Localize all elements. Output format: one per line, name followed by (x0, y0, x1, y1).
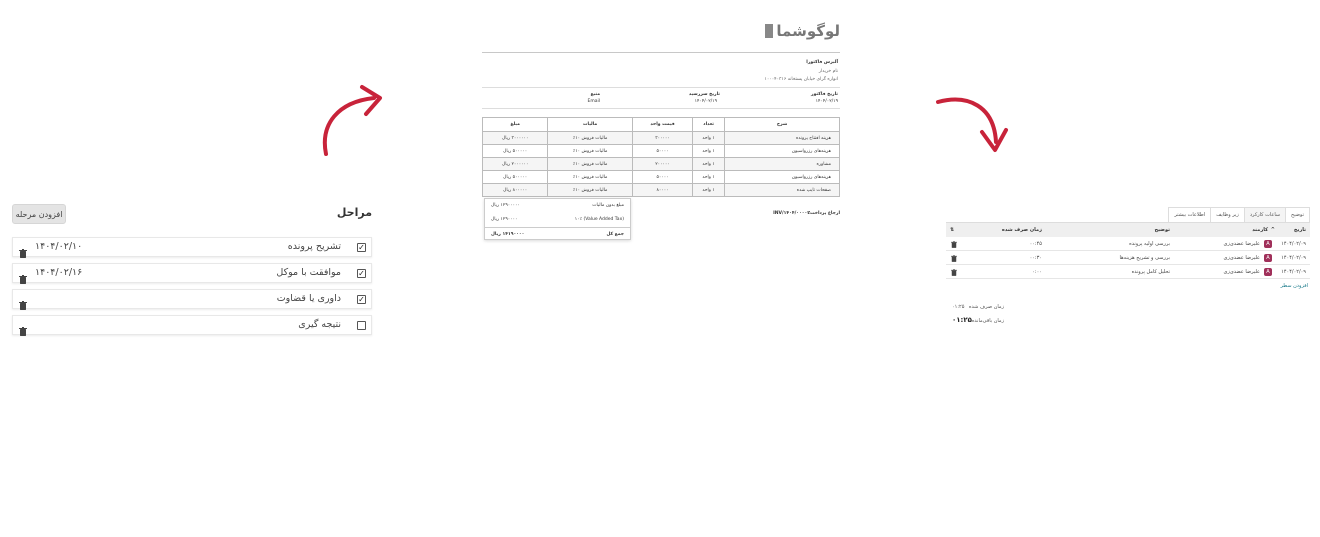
delete-stage-trash-icon[interactable] (19, 295, 27, 304)
tab-3[interactable]: اطلاعات بیشتر (1168, 207, 1211, 223)
company-logo (765, 22, 840, 40)
remaining-value: ۰۱:۲۵ (952, 316, 972, 324)
delete-stage-trash-icon[interactable] (19, 321, 27, 330)
add-stage-button[interactable]: افزودن مرحله (12, 204, 66, 224)
address-divider (482, 87, 840, 88)
col-description[interactable]: توضیح (1154, 227, 1170, 233)
stages-panel (12, 202, 374, 337)
totals-value: ۱۴۱۹۰۰۰۰ ریال (491, 232, 525, 237)
invoice-col-header: مالیات (548, 118, 633, 132)
invoice-cell: مالیات فروش ۱۰٪ (548, 145, 633, 158)
delete-row-trash-icon[interactable] (951, 255, 957, 262)
invoice-cell: ۵۰۰۰۰ (632, 145, 692, 158)
stage-checkbox[interactable]: ✓ (358, 295, 365, 304)
invoice-row (483, 145, 840, 158)
stage-label: داوری یا قضاوت (276, 293, 341, 304)
invoice-cell: هزینه‌های رزرواسیون (725, 145, 840, 158)
stage-label: نتیجه گیری (298, 319, 341, 330)
employee-avatar: A (1264, 268, 1272, 276)
logo-text: لوگوشما (776, 22, 840, 40)
invoice-cell: ۵۰۰۰۰۰ ریال (483, 145, 548, 158)
employee-avatar: A (1264, 240, 1272, 248)
row-description: بررسی و تشریح هزینه‌ها (1119, 255, 1170, 261)
invoice-items-table (482, 117, 840, 197)
remaining-label: زمان باقی‌مانده (971, 318, 1004, 324)
row-employee: علیرضا عضدی‌زی (1223, 241, 1260, 247)
customer-name: آلبرس فاکتورا (806, 60, 838, 65)
totals-label: مبلغ بدون مالیات (592, 203, 624, 208)
invoice-cell: مالیات فروش ۱۰٪ (548, 132, 633, 145)
arrow-up-icon (318, 84, 390, 158)
stage-checkbox[interactable] (357, 321, 366, 330)
invoice-cell: مالیات فروش ۱۰٪ (548, 184, 633, 197)
col-date[interactable]: تاریخ (1293, 227, 1306, 233)
row-date: ۱۴۰۴/۰۲/۰۹ (1281, 255, 1306, 261)
invoice-row (483, 132, 840, 145)
timesheet-row[interactable] (946, 251, 1310, 265)
customer-address: انواره گرای خیابان پستخانه ۱۰۰۰۴۰۳۱۶ (764, 77, 838, 82)
invoice-cell: ۱ واحد (693, 145, 725, 158)
col-time[interactable]: زمان صرف شده (1001, 227, 1042, 233)
row-time: ۰۰:۴۵ (1029, 241, 1042, 247)
row-description: بررسی اولیه پرونده (1129, 241, 1170, 247)
stage-checkbox[interactable]: ✓ (358, 269, 365, 278)
invoice-cell: صفحات تایپ شده (725, 184, 840, 197)
sort-icon: ^ (1270, 227, 1275, 233)
totals-value: ۱۲۹۰۰۰۰ ریال (491, 217, 518, 222)
customer-line1: نام خریدار (818, 69, 838, 74)
invoice-cell: ۳۰۰۰۰۰ (632, 132, 692, 145)
header-divider (482, 52, 840, 53)
timesheet-row[interactable] (946, 237, 1310, 251)
stage-row[interactable] (12, 315, 372, 335)
totals-label: جمع کل (606, 232, 624, 237)
invoice-row (483, 184, 840, 197)
invoice-totals (484, 198, 631, 240)
timesheet-panel (946, 207, 1310, 337)
invoice-row (483, 158, 840, 171)
invoice-cell: ۲۰۰۰۰۰۰ ریال (483, 158, 548, 171)
invoice-cell: هزینه افتتاح پرونده (725, 132, 840, 145)
timesheet-tabs (1169, 207, 1310, 223)
employee-avatar: A (1264, 254, 1272, 262)
source-label: منبع (590, 92, 600, 97)
invoice-cell: هزینه‌های رزرواسیون (725, 171, 840, 184)
tab-2[interactable]: زیر وظایف (1210, 207, 1245, 223)
settings-icon[interactable]: ⇅ (950, 227, 955, 233)
invoice-cell: ۱ واحد (693, 132, 725, 145)
tab-1[interactable]: ساعات کارکرد (1244, 207, 1286, 223)
totals-value: ۱۲۹۰۰۰۰۰ ریال (491, 203, 520, 208)
stage-checkbox[interactable]: ✓ (358, 243, 365, 252)
logo-mark-icon (765, 24, 773, 38)
invoice-cell: ۸۰۰۰۰ (632, 184, 692, 197)
totals-row (485, 227, 630, 240)
row-employee: علیرضا عضدی‌زی (1223, 269, 1260, 275)
invoice-col-header: تعداد (693, 118, 725, 132)
invoice-date: ۱۴۰۴/۰۲/۱۹ (815, 99, 838, 104)
invoice-col-header: قیمت واحد (632, 118, 692, 132)
invoice-cell: مالیات فروش ۱۰٪ (548, 171, 633, 184)
invoice-cell: ۳۰۰۰۰۰۰ ریال (483, 132, 548, 145)
invoice-cell: ۱ واحد (693, 158, 725, 171)
invoice-cell: ۱ واحد (693, 184, 725, 197)
invoice-cell: مشاوره (725, 158, 840, 171)
invoice-table-header (483, 118, 840, 132)
totals-row (485, 199, 630, 212)
payment-ref-label: ارجاع پرداخت: (808, 211, 840, 216)
due-date: ۱۴۰۴/۰۲/۱۹ (694, 99, 717, 104)
invoice-cell: ۲۰۰۰۰۰ (632, 158, 692, 171)
stage-label: تشریح پرونده (287, 241, 341, 252)
row-time: ۰:۰۰ (1032, 269, 1042, 275)
add-line-link[interactable]: افزودن سطر (1280, 283, 1308, 289)
invoice-document (482, 18, 840, 243)
delete-row-trash-icon[interactable] (951, 269, 957, 276)
delete-stage-trash-icon[interactable] (19, 243, 27, 252)
stage-date: ۱۴۰۴/۰۲/۱۰ (35, 241, 83, 252)
payment-ref: INV/۱۴۰۴/۰۰۰۰۲ (773, 211, 810, 216)
invoice-col-header: شرح (725, 118, 840, 132)
stage-row[interactable] (12, 289, 372, 309)
invoice-cell: مالیات فروش ۱۰٪ (548, 158, 633, 171)
timesheet-header (946, 223, 1310, 237)
invoice-date-label: تاریخ فاکتور (811, 92, 838, 97)
timesheet-row[interactable] (946, 265, 1310, 279)
invoice-cell: ۸۰۰۰۰۰ ریال (483, 184, 548, 197)
stages-title: مراحل (336, 206, 372, 219)
row-employee: علیرضا عضدی‌زی (1223, 255, 1260, 261)
row-description: تحلیل کامل پرونده (1131, 269, 1170, 275)
source-value: Email (587, 99, 600, 104)
row-date: ۱۴۰۴/۰۲/۰۹ (1281, 269, 1306, 275)
col-employee[interactable]: کارمند (1252, 227, 1268, 233)
stage-label: موافقت با موکل (276, 267, 341, 278)
row-time: ۰۰:۳۰ (1029, 255, 1042, 261)
stage-row[interactable] (12, 263, 372, 283)
invoice-cell: ۵۰۰۰۰ (632, 171, 692, 184)
totals-row (485, 213, 630, 226)
stage-row[interactable] (12, 237, 372, 257)
arrow-down-icon (934, 94, 1012, 158)
stages-header (12, 202, 374, 224)
meta-divider (482, 108, 840, 109)
invoice-col-header: مبلغ (483, 118, 548, 132)
invoice-cell: ۱ واحد (693, 171, 725, 184)
stage-date: ۱۴۰۴/۰۲/۱۶ (35, 267, 83, 278)
totals-label: (Value Added Tax) ۱۰٪ (574, 217, 624, 222)
delete-row-trash-icon[interactable] (951, 241, 957, 248)
invoice-row (483, 171, 840, 184)
spent-value: ۰۱:۲۵ (952, 304, 965, 310)
due-date-label: تاریخ سررسید (688, 92, 720, 97)
tab-0[interactable]: توضیح (1285, 207, 1310, 223)
invoice-cell: ۵۰۰۰۰۰ ریال (483, 171, 548, 184)
row-date: ۱۴۰۴/۰۲/۰۹ (1281, 241, 1306, 247)
delete-stage-trash-icon[interactable] (19, 269, 27, 278)
spent-label: زمان صرف شده (968, 304, 1004, 310)
